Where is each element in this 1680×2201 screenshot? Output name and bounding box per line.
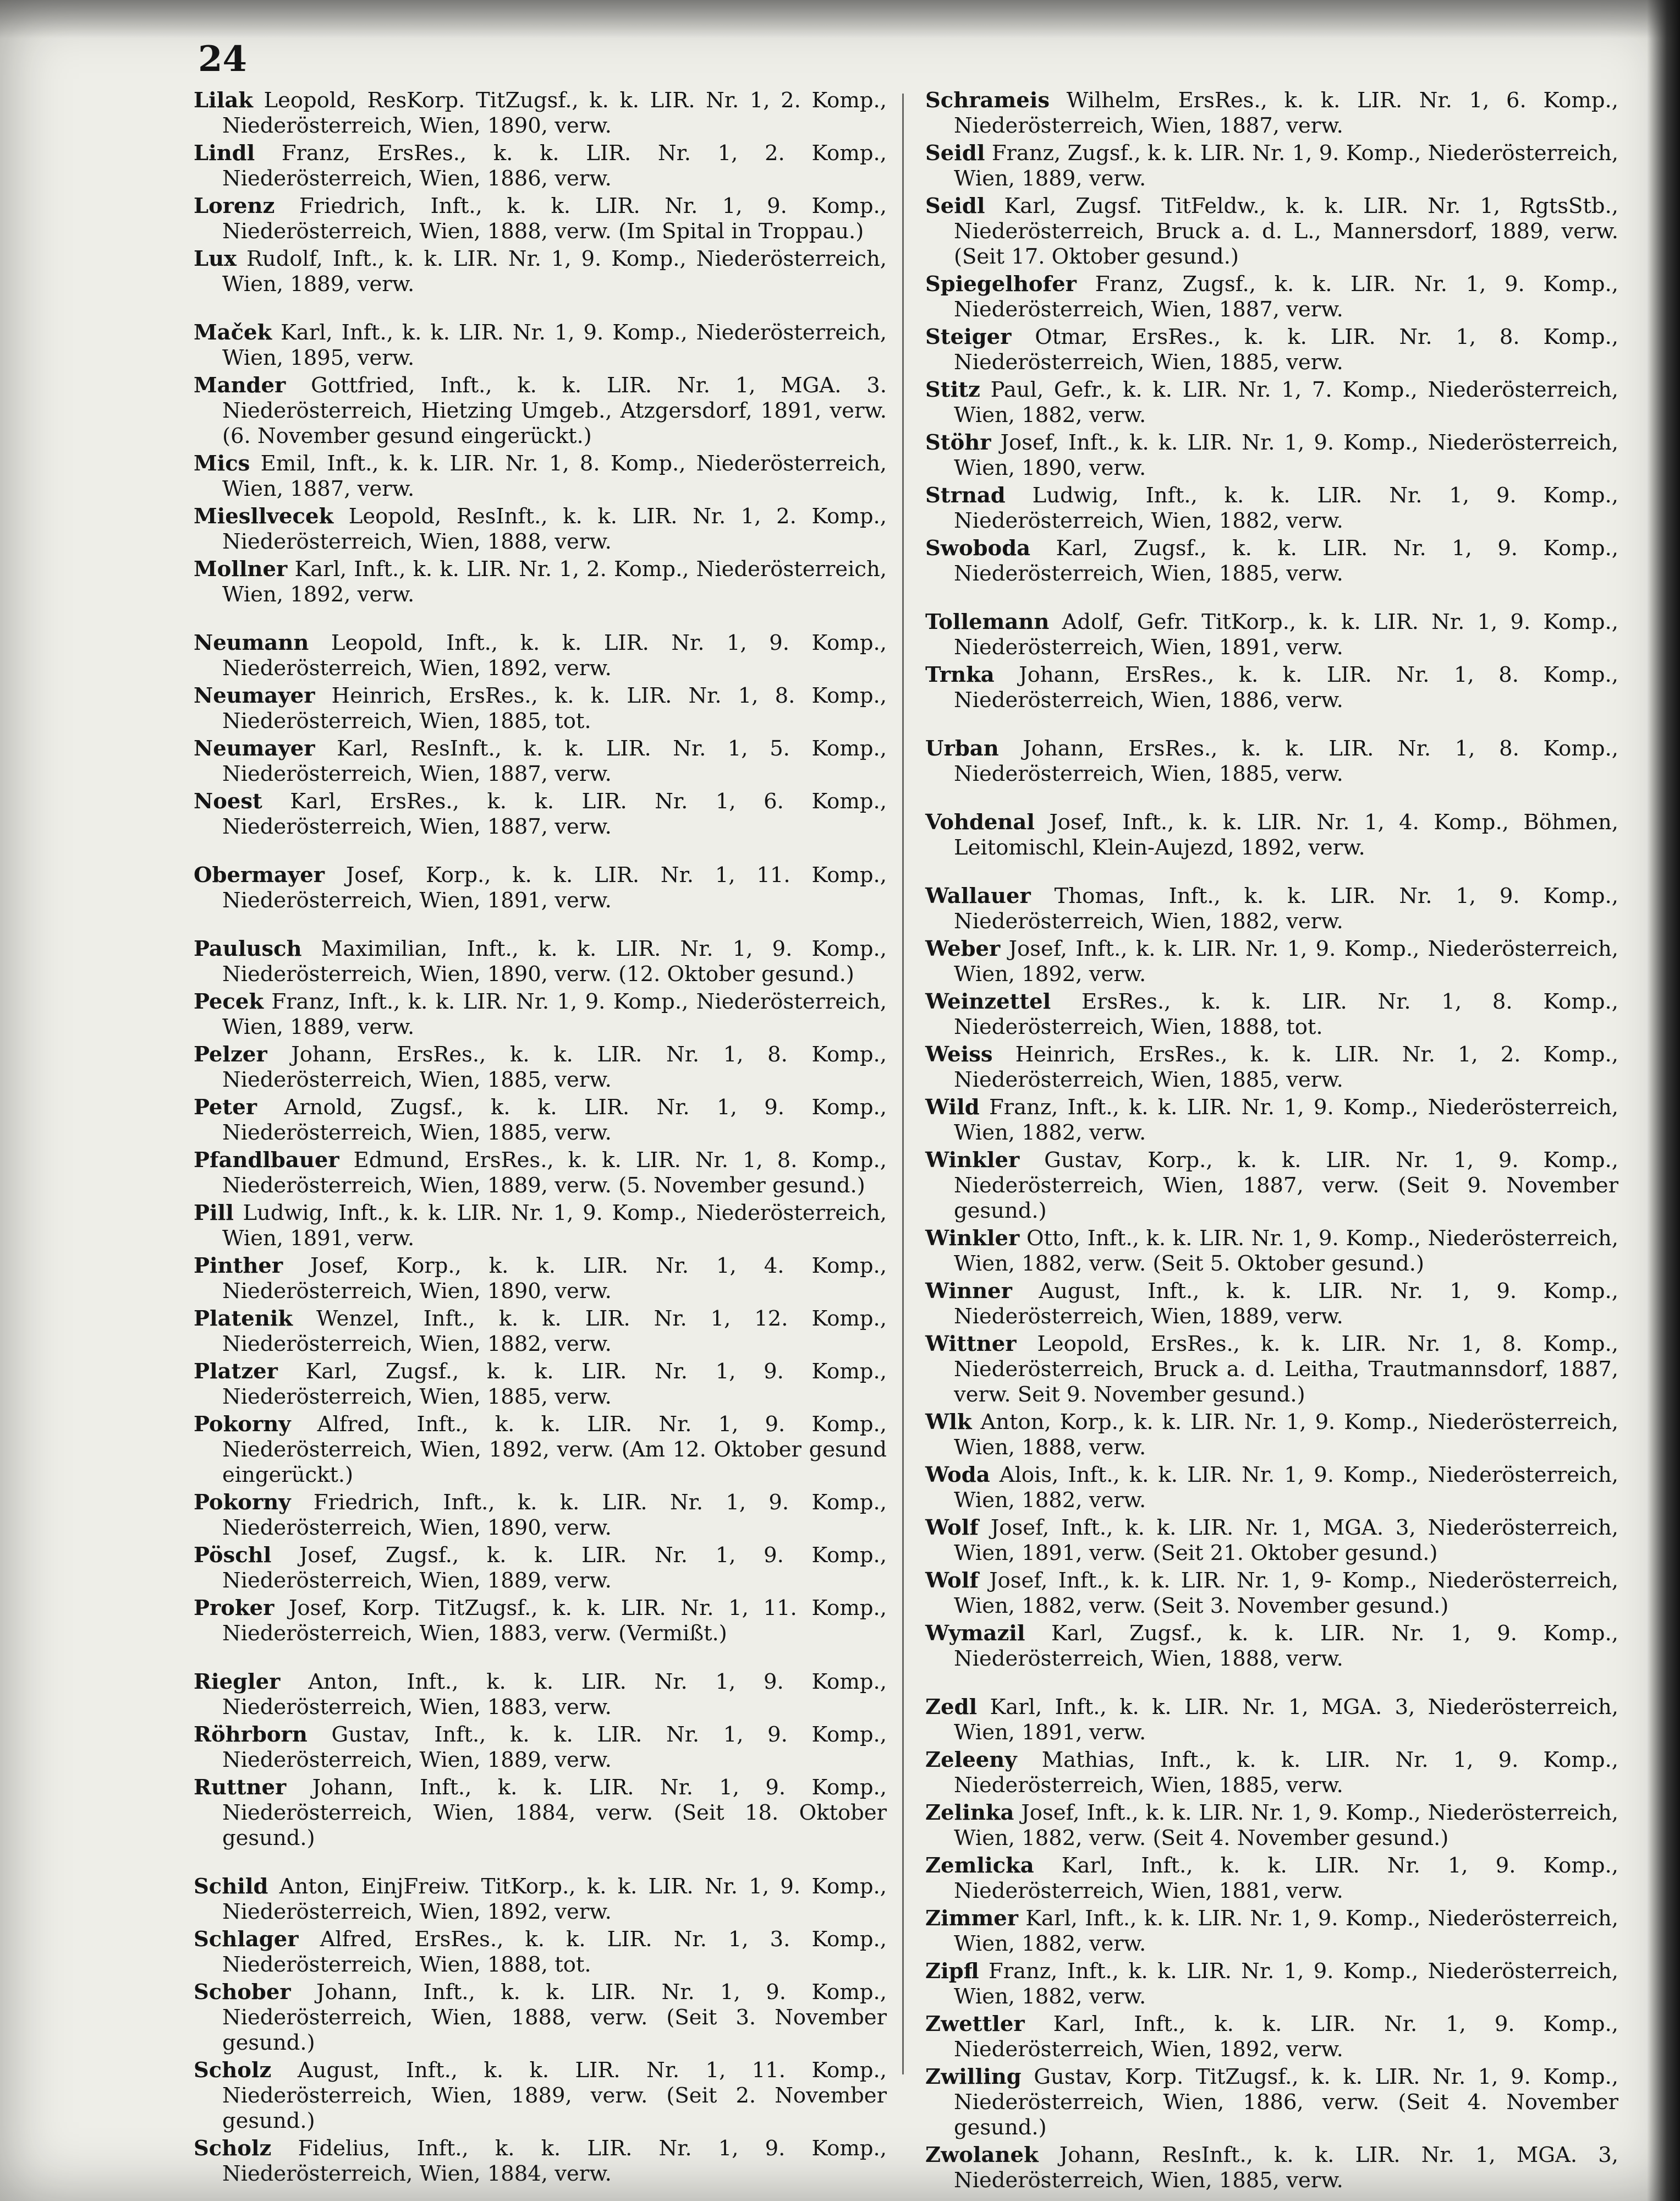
entry-details: Alfred, Inft., k. k. LIR. Nr. 1, 9. Komp., Niederösterreich, Wien, 1892, verw. (Am 12. Oktober gesund eingerückt.) <box>222 1412 887 1487</box>
entry-surname: Pelzer <box>194 1042 267 1067</box>
list-item <box>194 557 887 607</box>
list-item <box>194 451 887 502</box>
entry-surname: Neumayer <box>194 683 315 708</box>
entry-surname: Wolf <box>925 1515 979 1540</box>
list-item <box>925 1621 1618 1672</box>
entry-surname: Zedl <box>925 1695 978 1720</box>
entry-surname: Lilak <box>194 88 253 113</box>
list-item <box>925 325 1618 375</box>
entry-details: Gottfried, Inft., k. k. LIR. Nr. 1, MGA. 3. Niederösterreich, Hietzing Umgeb., Atzgersdorf, 1891, verw. (6. November gesund eingerückt.) <box>222 373 887 448</box>
entry-surname: Wittner <box>925 1332 1017 1356</box>
entry-details: Karl, Inft., k. k. LIR. Nr. 1, 2. Komp., Niederösterreich, Wien, 1892, verw. <box>222 557 887 607</box>
list-item <box>194 1927 887 1978</box>
list-item <box>925 1410 1618 1460</box>
entry-details: Johann, ErsRes., k. k. LIR. Nr. 1, 8. Komp., Niederösterreich, Wien, 1885, verw. <box>954 736 1618 786</box>
entry-details: Leopold, ErsRes., k. k. LIR. Nr. 1, 8. Komp., Niederösterreich, Bruck a. d. Leitha, Trautmannsdorf, 1887, verw. Seit 9. November gesund.) <box>954 1332 1618 1407</box>
list-item <box>925 1332 1618 1408</box>
entry-surname: Spiegelhofer <box>925 272 1077 297</box>
entry-details: Karl, Zugsf., k. k. LIR. Nr. 1, 9. Komp., Niederösterreich, Wien, 1888, verw. <box>954 1621 1618 1671</box>
entry-details: Josef, Inft., k. k. LIR. Nr. 1, 9. Komp., Niederösterreich, Wien, 1892, verw. <box>954 937 1618 987</box>
entry-details: Leopold, ResInft., k. k. LIR. Nr. 1, 2. Komp., Niederösterreich, Wien, 1888, verw. <box>222 504 887 554</box>
list-item <box>925 1279 1618 1329</box>
entry-details: Leopold, Inft., k. k. LIR. Nr. 1, 9. Komp., Niederösterreich, Wien, 1892, verw. <box>222 631 887 681</box>
entry-surname: Weiss <box>925 1042 993 1067</box>
list-item <box>925 663 1618 713</box>
list-item <box>925 536 1618 587</box>
entry-details: Josef, Korp. TitZugsf., k. k. LIR. Nr. 1, 11. Komp., Niederösterreich, Wien, 1883, verw. (Vermißt.) <box>222 1596 887 1646</box>
entry-surname: Strnad <box>925 483 1006 508</box>
entry-surname: Maček <box>194 320 272 345</box>
list-item <box>194 1722 887 1773</box>
entry-surname: Mollner <box>194 557 288 582</box>
entry-surname: Zwilling <box>925 2065 1022 2089</box>
list-item <box>925 884 1618 934</box>
entry-details: Wenzel, Inft., k. k. LIR. Nr. 1, 12. Komp., Niederösterreich, Wien, 1882, verw. <box>222 1306 887 1356</box>
entry-surname: Obermayer <box>194 863 325 888</box>
list-item <box>925 1515 1618 1566</box>
entry-surname: Neumann <box>194 631 309 655</box>
entry-surname: Wlk <box>925 1410 972 1435</box>
entry-surname: Zwolanek <box>925 2143 1039 2167</box>
entry-surname: Weber <box>925 937 1001 961</box>
scan-shadow-top <box>0 0 1680 39</box>
list-item <box>194 789 887 840</box>
list-item <box>925 810 1618 861</box>
entry-details: August, Inft., k. k. LIR. Nr. 1, 9. Komp., Niederösterreich, Wien, 1889, verw. <box>954 1279 1618 1329</box>
list-item <box>925 1695 1618 1745</box>
entry-surname: Lux <box>194 247 237 271</box>
entry-surname: Zeleeny <box>925 1748 1017 1772</box>
entry-details: Otto, Inft., k. k. LIR. Nr. 1, 9. Komp., Niederösterreich, Wien, 1882, verw. (Seit 5. Oktober gesund.) <box>954 1226 1618 1276</box>
entry-surname: Scholz <box>194 2058 272 2083</box>
list-item <box>194 504 887 555</box>
entry-surname: Lindl <box>194 141 255 166</box>
entry-details: Josef, Korp., k. k. LIR. Nr. 1, 11. Komp., Niederösterreich, Wien, 1891, verw. <box>222 863 887 913</box>
entry-details: Franz, Zugsf., k. k. LIR. Nr. 1, 9. Komp., Niederösterreich, Wien, 1889, verw. <box>954 141 1618 191</box>
entry-details: Ludwig, Inft., k. k. LIR. Nr. 1, 9. Komp., Niederösterreich, Wien, 1882, verw. <box>954 483 1618 533</box>
column-divider <box>902 94 904 2074</box>
entry-surname: Wymazil <box>925 1621 1025 1646</box>
entry-details: Otmar, ErsRes., k. k. LIR. Nr. 1, 8. Komp., Niederösterreich, Wien, 1885, verw. <box>954 325 1618 375</box>
list-item <box>194 194 887 244</box>
entry-details: Anton, EinjFreiw. TitKorp., k. k. LIR. Nr. 1, 9. Komp., Niederösterreich, Wien, 1892, verw. <box>222 1874 887 1924</box>
entry-details: Ludwig, Inft., k. k. LIR. Nr. 1, 9. Komp., Niederösterreich, Wien, 1891, verw. <box>222 1201 887 1251</box>
entry-surname: Zimmer <box>925 1906 1018 1931</box>
list-item <box>194 989 887 1040</box>
list-item <box>194 1874 887 1925</box>
entry-details: Gustav, Korp., k. k. LIR. Nr. 1, 9. Komp., Niederösterreich, Wien, 1887, verw. (Seit 9. November gesund.) <box>954 1148 1618 1223</box>
entry-surname: Neumayer <box>194 736 315 761</box>
entry-surname: Winner <box>925 1279 1012 1304</box>
entry-details: Franz, Inft., k. k. LIR. Nr. 1, 9. Komp., Niederösterreich, Wien, 1889, verw. <box>222 989 887 1039</box>
list-item <box>925 430 1618 481</box>
entry-surname: Pinther <box>194 1253 283 1278</box>
entry-surname: Riegler <box>194 1669 281 1694</box>
entry-surname: Proker <box>194 1596 274 1620</box>
entry-surname: Zwettler <box>925 2012 1025 2036</box>
list-item <box>925 2065 1618 2140</box>
list-item <box>925 272 1618 322</box>
entry-details: Rudolf, Inft., k. k. LIR. Nr. 1, 9. Komp., Niederösterreich, Wien, 1889, verw. <box>222 247 887 297</box>
entry-details: Karl, Inft., k. k. LIR. Nr. 1, 9. Komp., Niederösterreich, Wien, 1882, verw. <box>954 1906 1618 1956</box>
list-item <box>925 1568 1618 1619</box>
entry-surname: Pokorny <box>194 1412 291 1437</box>
list-item <box>194 1306 887 1357</box>
entry-surname: Zelinka <box>925 1800 1014 1825</box>
entry-details: Friedrich, Inft., k. k. LIR. Nr. 1, 9. Komp., Niederösterreich, Wien, 1890, verw. <box>222 1490 887 1540</box>
entry-details: Franz, Inft., k. k. LIR. Nr. 1, 9. Komp., Niederösterreich, Wien, 1882, verw. <box>954 1959 1618 2009</box>
entry-surname: Scholz <box>194 2136 272 2161</box>
list-item <box>194 736 887 787</box>
entry-details: Johann, ErsRes., k. k. LIR. Nr. 1, 8. Komp., Niederösterreich, Wien, 1886, verw. <box>954 663 1618 713</box>
entry-details: Josef, Inft., k. k. LIR. Nr. 1, 9. Komp., Niederösterreich, Wien, 1890, verw. <box>954 430 1618 480</box>
list-item <box>194 373 887 449</box>
entry-details: Johann, Inft., k. k. LIR. Nr. 1, 9. Komp., Niederösterreich, Wien, 1884, verw. (Seit 18. Oktober gesund.) <box>222 1775 887 1850</box>
entry-details: Wilhelm, ErsRes., k. k. LIR. Nr. 1, 6. Komp., Niederösterreich, Wien, 1887, verw. <box>954 88 1618 138</box>
entry-surname: Wallauer <box>925 884 1031 908</box>
list-item <box>194 863 887 913</box>
list-item <box>194 2136 887 2187</box>
entry-details: Karl, Zugsf., k. k. LIR. Nr. 1, 9. Komp., Niederösterreich, Wien, 1885, verw. <box>222 1359 887 1409</box>
list-item <box>925 1095 1618 1146</box>
entry-details: ErsRes., k. k. LIR. Nr. 1, 8. Komp., Niederösterreich, Wien, 1888, tot. <box>954 989 1618 1039</box>
entry-details: Franz, ErsRes., k. k. LIR. Nr. 1, 2. Komp., Niederösterreich, Wien, 1886, verw. <box>222 141 887 191</box>
entry-details: August, Inft., k. k. LIR. Nr. 1, 11. Komp., Niederösterreich, Wien, 1889, verw. (Seit 2. November gesund.) <box>222 2058 887 2133</box>
entry-details: Karl, Inft., k. k. LIR. Nr. 1, 9. Komp., Niederösterreich, Wien, 1892, verw. <box>954 2012 1619 2062</box>
entry-details: Gustav, Korp. TitZugsf., k. k. LIR. Nr. 1, 9. Komp., Niederösterreich, Wien, 1886, verw. (Seit 4. November gesund.) <box>954 2065 1618 2140</box>
entry-details: Josef, Inft., k. k. LIR. Nr. 1, 9. Komp., Niederösterreich, Wien, 1882, verw. (Seit 4. November gesund.) <box>954 1800 1618 1850</box>
entry-surname: Pill <box>194 1201 234 1225</box>
list-item <box>925 1959 1618 2010</box>
entry-surname: Zipfl <box>925 1959 979 1984</box>
list-item <box>194 320 887 371</box>
entry-details: Johann, ResInft., k. k. LIR. Nr. 1, MGA. 3, Niederösterreich, Wien, 1885, verw. <box>954 2143 1618 2193</box>
entry-details: Josef, Zugsf., k. k. LIR. Nr. 1, 9. Komp., Niederösterreich, Wien, 1889, verw. <box>222 1543 887 1593</box>
entry-surname: Pokorny <box>194 1490 291 1515</box>
entry-surname: Vohdenal <box>925 810 1035 835</box>
list-item <box>925 141 1618 191</box>
list-item <box>194 937 887 987</box>
entry-details: Arnold, Zugsf., k. k. LIR. Nr. 1, 9. Komp., Niederösterreich, Wien, 1885, verw. <box>222 1095 887 1145</box>
list-item <box>194 2058 887 2134</box>
entry-surname: Miesllvecek <box>194 504 334 529</box>
entry-details: Karl, ResInft., k. k. LIR. Nr. 1, 5. Komp., Niederösterreich, Wien, 1887, verw. <box>222 736 887 786</box>
entry-details: Franz, Inft., k. k. LIR. Nr. 1, 9. Komp., Niederösterreich, Wien, 1882, verw. <box>954 1095 1618 1145</box>
list-item <box>925 483 1618 534</box>
entry-surname: Trnka <box>925 663 995 687</box>
entry-details: Adolf, Gefr. TitKorp., k. k. LIR. Nr. 1, 9. Komp., Niederösterreich, Wien, 1891, verw. <box>954 610 1618 660</box>
entry-details: Karl, ErsRes., k. k. LIR. Nr. 1, 6. Komp., Niederösterreich, Wien, 1887, verw. <box>222 789 887 839</box>
entry-surname: Stitz <box>925 377 980 402</box>
entry-details: Paul, Gefr., k. k. LIR. Nr. 1, 7. Komp., Niederösterreich, Wien, 1882, verw. <box>954 377 1618 428</box>
entry-surname: Tollemann <box>925 610 1050 634</box>
entry-surname: Platzer <box>194 1359 278 1384</box>
list-item <box>925 377 1618 428</box>
list-item <box>925 1148 1618 1224</box>
entry-surname: Mics <box>194 451 250 476</box>
entry-surname: Seidl <box>925 194 985 218</box>
list-item <box>194 1980 887 2056</box>
entry-surname: Pöschl <box>194 1543 272 1568</box>
list-item <box>925 1042 1618 1093</box>
entry-details: Fidelius, Inft., k. k. LIR. Nr. 1, 9. Komp., Niederösterreich, Wien, 1884, verw. <box>222 2136 887 2186</box>
list-item <box>925 937 1618 987</box>
entry-details: Edmund, ErsRes., k. k. LIR. Nr. 1, 8. Komp., Niederösterreich, Wien, 1889, verw. (5. November gesund.) <box>222 1148 887 1198</box>
list-item <box>194 247 887 297</box>
entry-surname: Winkler <box>925 1148 1020 1173</box>
entry-surname: Schild <box>194 1874 268 1899</box>
list-item <box>194 1042 887 1093</box>
entry-details: Karl, Inft., k. k. LIR. Nr. 1, 9. Komp., Niederösterreich, Wien, 1881, verw. <box>954 1853 1618 1903</box>
list-item <box>925 2012 1618 2062</box>
entry-details: Heinrich, ErsRes., k. k. LIR. Nr. 1, 2. Komp., Niederösterreich, Wien, 1885, verw. <box>954 1042 1618 1092</box>
entry-surname: Röhrborn <box>194 1722 308 1747</box>
right-column <box>925 88 1618 2195</box>
list-item <box>194 631 887 681</box>
entry-details: Johann, Inft., k. k. LIR. Nr. 1, 9. Komp., Niederösterreich, Wien, 1888, verw. (Seit 3. November gesund.) <box>222 1980 887 2055</box>
entry-surname: Schrameis <box>925 88 1050 113</box>
list-item <box>194 1148 887 1198</box>
entry-surname: Steiger <box>925 325 1012 349</box>
entry-surname: Lorenz <box>194 194 275 218</box>
entry-details: Friedrich, Inft., k. k. LIR. Nr. 1, 9. Komp., Niederösterreich, Wien, 1888, verw. (Im Spital in Troppau.) <box>222 194 887 244</box>
list-item <box>194 1775 887 1851</box>
list-item <box>194 1412 887 1488</box>
entry-details: Johann, ErsRes., k. k. LIR. Nr. 1, 8. Komp., Niederösterreich, Wien, 1885, verw. <box>222 1042 887 1092</box>
entry-details: Karl, Zugsf. TitFeldw., k. k. LIR. Nr. 1, RgtsStb., Niederösterreich, Bruck a. d. L., Mannersdorf, 1889, verw. (Seit 17. Oktober gesund.) <box>954 194 1618 269</box>
entry-details: Karl, Inft., k. k. LIR. Nr. 1, MGA. 3, Niederösterreich, Wien, 1891, verw. <box>954 1695 1618 1745</box>
entry-surname: Winkler <box>925 1226 1020 1251</box>
list-item <box>194 1596 887 1646</box>
list-item <box>925 989 1618 1040</box>
list-item <box>925 1226 1618 1277</box>
entry-details: Anton, Inft., k. k. LIR. Nr. 1, 9. Komp., Niederösterreich, Wien, 1883, verw. <box>222 1669 887 1720</box>
list-item <box>925 1463 1618 1513</box>
list-item <box>925 1748 1618 1798</box>
list-item <box>925 1853 1618 1904</box>
entry-details: Leopold, ResKorp. TitZugsf., k. k. LIR. Nr. 1, 2. Komp., Niederösterreich, Wien, 1890, verw. <box>222 88 887 138</box>
list-item <box>194 1201 887 1251</box>
entry-surname: Stöhr <box>925 430 991 455</box>
list-item <box>925 610 1618 660</box>
page-number: 24 <box>198 39 248 80</box>
list-item <box>194 1543 887 1594</box>
list-item <box>194 1490 887 1541</box>
entry-details: Anton, Korp., k. k. LIR. Nr. 1, 9. Komp., Niederösterreich, Wien, 1888, verw. <box>954 1410 1618 1460</box>
entry-details: Mathias, Inft., k. k. LIR. Nr. 1, 9. Komp., Niederösterreich, Wien, 1885, verw. <box>954 1748 1618 1798</box>
entry-details: Maximilian, Inft., k. k. LIR. Nr. 1, 9. Komp., Niederösterreich, Wien, 1890, verw. (12. Oktober gesund.) <box>222 937 887 987</box>
scan-edge-right <box>1647 0 1680 2201</box>
entry-details: Josef, Korp., k. k. LIR. Nr. 1, 4. Komp., Niederösterreich, Wien, 1890, verw. <box>222 1253 887 1304</box>
entry-details: Thomas, Inft., k. k. LIR. Nr. 1, 9. Komp., Niederösterreich, Wien, 1882, verw. <box>954 884 1618 934</box>
list-item <box>194 683 887 734</box>
entry-surname: Urban <box>925 736 999 761</box>
list-item <box>194 1359 887 1410</box>
entry-details: Alfred, ErsRes., k. k. LIR. Nr. 1, 3. Komp., Niederösterreich, Wien, 1888, tot. <box>222 1927 887 1977</box>
list-item <box>925 1906 1618 1957</box>
entry-surname: Platenik <box>194 1306 293 1331</box>
entry-surname: Woda <box>925 1463 990 1487</box>
entry-surname: Schober <box>194 1980 291 2005</box>
entry-details: Josef, Inft., k. k. LIR. Nr. 1, MGA. 3, Niederösterreich, Wien, 1891, verw. (Seit 21. Oktober gesund.) <box>954 1515 1618 1565</box>
entry-surname: Ruttner <box>194 1775 287 1800</box>
entry-surname: Noest <box>194 789 262 814</box>
list-item <box>194 141 887 191</box>
entry-details: Heinrich, ErsRes., k. k. LIR. Nr. 1, 8. Komp., Niederösterreich, Wien, 1885, tot. <box>222 683 887 733</box>
list-item <box>194 1669 887 1720</box>
entry-details: Gustav, Inft., k. k. LIR. Nr. 1, 9. Komp., Niederösterreich, Wien, 1889, verw. <box>222 1722 887 1772</box>
entry-surname: Weinzettel <box>925 989 1051 1014</box>
entry-surname: Peter <box>194 1095 257 1120</box>
entry-surname: Pfandlbauer <box>194 1148 339 1173</box>
entry-surname: Wild <box>925 1095 980 1120</box>
entry-surname: Seidl <box>925 141 985 166</box>
list-item <box>925 736 1618 787</box>
list-item <box>925 88 1618 139</box>
entry-surname: Zemlicka <box>925 1853 1034 1878</box>
entry-details: Karl, Inft., k. k. LIR. Nr. 1, 9. Komp., Niederösterreich, Wien, 1895, verw. <box>222 320 887 370</box>
entry-surname: Wolf <box>925 1568 979 1593</box>
entry-surname: Schlager <box>194 1927 299 1952</box>
entry-details: Franz, Zugsf., k. k. LIR. Nr. 1, 9. Komp., Niederösterreich, Wien, 1887, verw. <box>954 272 1618 322</box>
list-item <box>194 88 887 139</box>
list-item <box>194 1095 887 1146</box>
entry-details: Emil, Inft., k. k. LIR. Nr. 1, 8. Komp., Niederösterreich, Wien, 1887, verw. <box>222 451 887 501</box>
list-item <box>194 1253 887 1304</box>
list-item <box>925 1800 1618 1851</box>
left-column <box>194 88 887 2189</box>
entry-surname: Swoboda <box>925 536 1031 561</box>
list-item <box>925 194 1618 270</box>
list-item <box>925 2143 1618 2193</box>
entry-surname: Mander <box>194 373 286 398</box>
entry-details: Karl, Zugsf., k. k. LIR. Nr. 1, 9. Komp., Niederösterreich, Wien, 1885, verw. <box>954 536 1618 586</box>
entry-surname: Paulusch <box>194 937 302 961</box>
entry-details: Josef, Inft., k. k. LIR. Nr. 1, 9- Komp., Niederösterreich, Wien, 1882, verw. (Seit 3. November gesund.) <box>954 1568 1618 1618</box>
entry-surname: Pecek <box>194 989 264 1014</box>
entry-details: Alois, Inft., k. k. LIR. Nr. 1, 9. Komp., Niederösterreich, Wien, 1882, verw. <box>954 1463 1618 1513</box>
entry-details: Josef, Inft., k. k. LIR. Nr. 1, 4. Komp., Böhmen, Leitomischl, Klein-Aujezd, 1892, verw. <box>954 810 1618 860</box>
